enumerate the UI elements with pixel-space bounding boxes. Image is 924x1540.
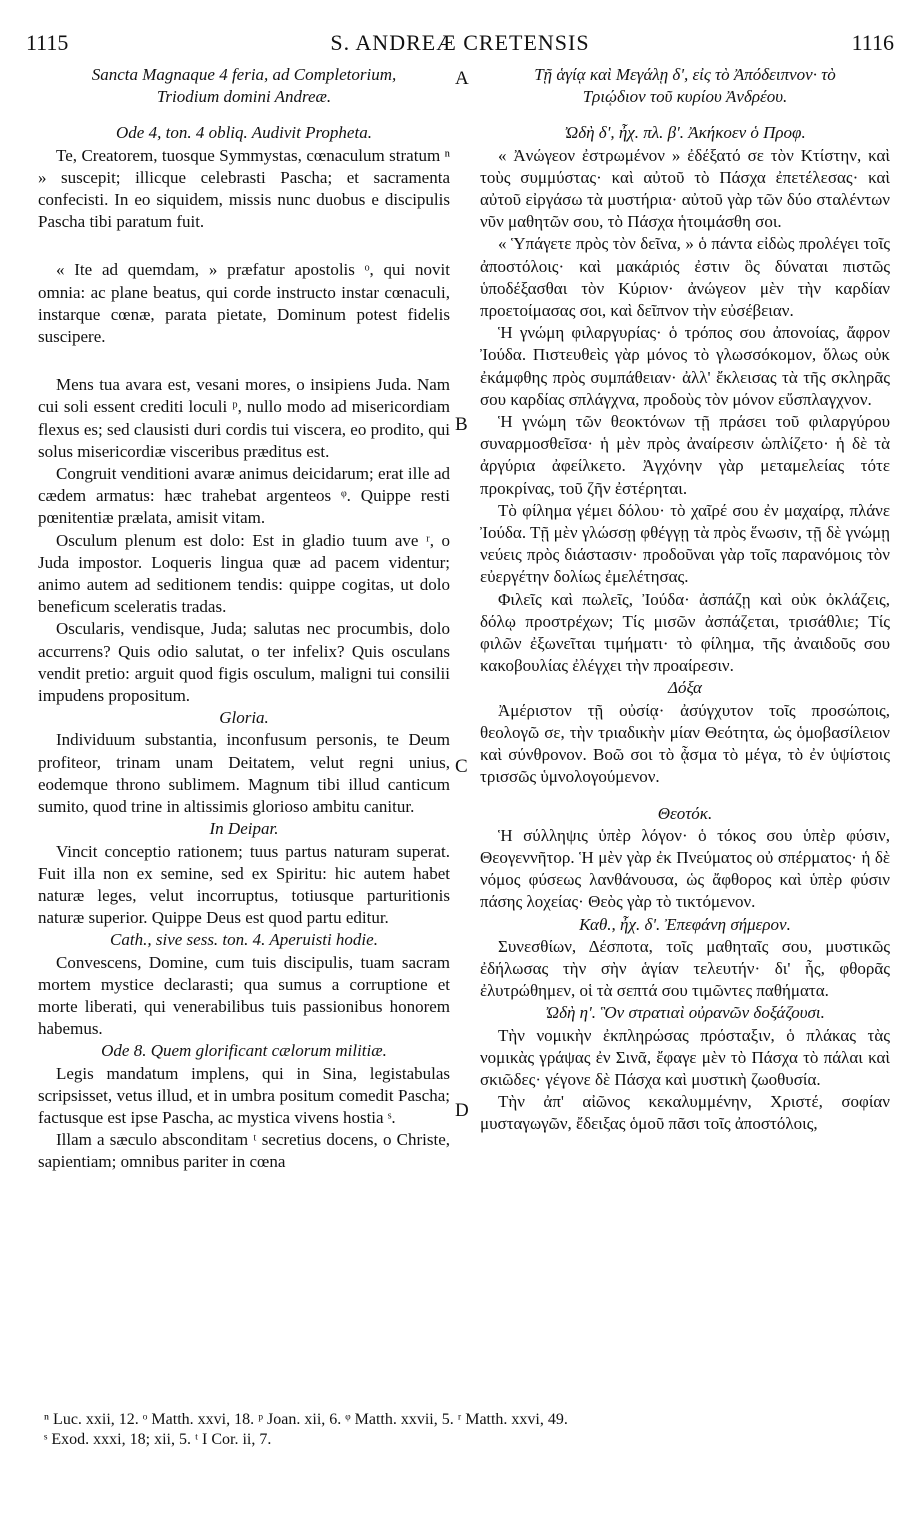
latin-paragraph: Osculum plenum est dolo: Est in gladio tuum ave ʳ, o Juda impostor. Loqueris lingua quæ ad pacem videntur; animo autem ad seditionem tendis: quippe cogitas, ut dolo beneficum sceleratis tradas. xyxy=(38,530,450,617)
footnote-line-2: ˢ Exod. xxxi, 18; xii, 5. ᵗ I Cor. ii, 7. xyxy=(44,1431,272,1448)
latin-paragraph: Congruit venditioni avaræ animus deicidarum; erat ille ad cædem armatus: hæc trahebat argenteos ᵠ. Quippe resti pœnitentiæ prælata, amisit vitam. xyxy=(38,464,450,528)
latin-title-line2: Triodium domini Andreæ. xyxy=(156,87,332,107)
latin-paragraph: Legis mandatum implens, qui in Sina, legistabulas scripsisset, vetus illud, et in umbra positum comedit Pascha; factusque est ipse Pascha, ac mystica vivens hostia ˢ. xyxy=(38,1063,450,1127)
latin-deipar-heading: In Deipar. xyxy=(209,819,279,839)
margin-letter-b: B xyxy=(455,414,468,435)
greek-paragraph: Ἡ σύλληψις ὑπὲρ λόγον· ὁ τόκος σου ὑπὲρ φύσιν, Θεογεννῆτορ. Ἡ μὲν γὰρ ἐκ Πνεύματος οὐ σπέρματος· ἡ δὲ νόμος φύσεως λανθάνουσα, ὡς ἄφθορος καὶ ὑπὲρ φύσιν πάσης λοχείας· Θεὸς γὰρ τὸ τικτόμενον. xyxy=(480,825,890,912)
greek-ode4-heading: Ὠδὴ δ', ἦχ. πλ. β'. Ἀκήκοεν ὁ Προφ. xyxy=(564,123,806,143)
greek-theotokion-heading: Θεοτόκ. xyxy=(657,803,713,823)
greek-paragraph: Ἡ γνώμη φιλαργυρίας· ὁ τρόπος σου ἀπονοίας, ἄφρον Ἰούδα. Πιστευθεὶς γὰρ μόνος τὸ γλωσσόκομον, ὅλως οὐκ ἐκάμφθης πρὸς συμπάθειαν· ἀλλ' ἔκλεισας τὰ τῆς σκληρᾶς σου καρδίας σπλάγχνα, προδοὺς τὸν μόνον εὔσπλαγχνον. xyxy=(480,323,890,409)
latin-paragraph: Illam a sæculo absconditam ᵗ secretius docens, o Christe, sapientiam; omnibus pariter in cœna xyxy=(38,1130,450,1172)
latin-paragraph: Mens tua avara est, vesani mores, o insipiens Juda. Nam cui soli essent crediti loculi ᵖ, nullo modo ad misericordiam flexus es; sed clausisti duri cordis tui viscera, eo prodito, qui solus misericordiæ visceribus præditus est. xyxy=(38,375,450,461)
greek-paragraph: « Ἀνώγεον ἐστρωμένον » ἐδέξατό σε τὸν Κτίστην, καὶ τοὺς συμμύστας· καὶ αὐτοῦ τὸ Πάσχα ἐπετέλεσας· καὶ αὐτοῦ εἰργάσω τὰ μυστήρια· αὐτοῦ γὰρ τῶν δύο σταλέντων νῦν μαθητῶν σου, τὸ Πάσχα ἡτοιμάσθη σοι. xyxy=(480,145,890,232)
greek-column xyxy=(480,64,890,1384)
greek-kathisma-heading: Καθ., ἦχ. δ'. Ἐπεφάνη σήμερον. xyxy=(579,914,791,934)
latin-paragraph: « Ite ad quemdam, » præfatur apostolis ᵒ, qui novit omnia: ac plane beatus, qui corde instructo instar cœnaculi, instarque cœnæ, parata pietate, Dominum potest fidelis suscipere. xyxy=(38,260,450,347)
latin-column xyxy=(38,64,450,1384)
latin-paragraph: Oscularis, vendisque, Juda; salutas nec procumbis, dolo accurrens? Quis odio salutat, o ter infelix? Quis osculans vendit pretio: arguit quod figis osculum, maligni tui consilii impudens propositum. xyxy=(38,619,450,706)
right-page-number: 1116 xyxy=(851,30,894,55)
greek-paragraph: Ἡ γνώμη τῶν θεοκτόνων τῇ πράσει τοῦ φιλαργύρου συναρμοσθεῖσα· ἡ μὲν πρὸς ἀναίρεσιν ὡπλίζετο· ἡ δὲ τὰ ἀργύρια ἀφείλκετο. Ἀγχόνην γὰρ μεταμελείας τότε προκρίνας, τοῦ ζῆν ἐστέρηται. xyxy=(480,412,890,498)
latin-title-line1: Sancta Magnaque 4 feria, ad Completorium, xyxy=(91,65,397,84)
greek-title-line1: Τῇ ἁγίᾳ καὶ Μεγάλῃ δ', εἰς τὸ Ἀπόδειπνον· τὸ xyxy=(534,65,836,84)
greek-ode8-heading: Ὠδὴ η'. Ὃν στρατιαὶ οὐρανῶν δοξάζουσι. xyxy=(545,1003,825,1023)
greek-paragraph: Τὴν νομικὴν ἐκπληρώσας πρόσταξιν, ὁ πλάκας τὰς νομικὰς γράψας ἐν Σινᾶ, ἔφαγε μὲν τὸ Πάσχα τὸ πάλαι καὶ σκιῶδες· γέγονε δὲ Πάσχα καὶ μυστικὴ ζωοθυσία. xyxy=(480,1025,890,1089)
left-page-number: 1115 xyxy=(26,30,69,55)
latin-ode8-heading: Ode 8. Quem glorificant cælorum militiæ. xyxy=(101,1041,387,1061)
margin-letter-c: C xyxy=(455,756,468,777)
latin-paragraph: Convescens, Domine, cum tuis discipulis, tuam sacram mortem mystice declarasti; qua sumus a corruptione et morte liberati, qui venerabilibus tuis passionibus honorem habemus. xyxy=(38,952,450,1039)
margin-letter-a: A xyxy=(455,68,469,89)
latin-paragraph: Individuum substantia, inconfusum personis, te Deum profiteor, trinam unam Deitatem, velut regni unius, eodemque throno sublimem. Magnum tibi illud canticum sumito, quod trine in altissimis glorioso ambitu canitur. xyxy=(38,730,450,817)
greek-paragraph: Τὸ φίλημα γέμει δόλου· τὸ χαῖρέ σου ἐν μαχαίρᾳ, πλάνε Ἰούδα. Τῇ μὲν γλώσσῃ φθέγγῃ τὰ πρὸς ἕνωσιν, τῇ δὲ γνώμῃ νεύεις πρὸς διάστασιν· προδοῦναι γὰρ τοῖς παρανόμοις τὸν εὐεργέτην δολίως ἐμελέτησας. xyxy=(480,500,890,587)
latin-paragraph: Vincit conceptio rationem; tuus partus naturam superat. Fuit illa non ex semine, sed ex Spiritu: hic autem habet naturæ leges, velut incorruptus, totiusque parturitionis naturæ superior. Quippe Deus est quod partu editur. xyxy=(38,841,450,928)
greek-paragraph: Ἀμέριστον τῇ οὐσίᾳ· ἀσύγχυτον τοῖς προσώποις, θεολογῶ σε, τὴν τριαδικὴν μίαν Θεότητα, ὡς ὁμοβασίλειον καὶ σύνθρονον. Βοῶ σοι τὸ ᾆσμα τὸ μέγα, τὸ ἐν ὑψίστοις τρισσῶς ὑμνολογούμενον. xyxy=(480,700,890,787)
margin-letter-d: D xyxy=(455,1100,469,1121)
footnotes xyxy=(44,1410,894,1450)
greek-paragraph: Τὴν ἀπ' αἰῶνος κεκαλυμμένην, Χριστέ, σοφίαν μυσταγωγῶν, ἔδειξας ὁμοῦ πᾶσι τοῖς ἀποστόλοις, xyxy=(480,1092,890,1134)
footnote-line-1: ⁿ Luc. xxii, 12. ᵒ Matth. xxvi, 18. ᵖ Joan. xii, 6. ᵠ Matth. xxvii, 5. ʳ Matth. xxvi, 49. xyxy=(44,1411,568,1428)
greek-paragraph: Φιλεῖς καὶ πωλεῖς, Ἰούδα· ἀσπάζῃ καὶ οὐκ ὀκλάζεις, δόλῳ προστρέχων; Τίς μισῶν ἀσπάζεται, τρισάθλιε; Τίς φιλῶν ἐξωνεῖται τιμήματι· τὸ φίλημα, τῆς ἀναιδοῦς σου κακοβουλίας ἐλέγχει τὴν προαίρεσιν. xyxy=(480,589,890,676)
latin-gloria-heading: Gloria. xyxy=(219,708,269,728)
greek-gloria-heading: Δόξα xyxy=(668,678,702,698)
running-title: S. ANDREÆ CRETENSIS xyxy=(330,30,590,55)
latin-ode4-heading: Ode 4, ton. 4 obliq. Audivit Propheta. xyxy=(116,123,372,143)
latin-paragraph: Te, Creatorem, tuosque Symmystas, cœnaculum stratum ⁿ » suscepit; illicque celebrasti Pascha; et sacramenta confecisti. In eo siquidem, missis nunc duobus e discipulis Pascha tibi paratum fuit. xyxy=(38,145,450,232)
greek-paragraph: Συνεσθίων, Δέσποτα, τοῖς μαθηταῖς σου, μυστικῶς ἐδήλωσας τὴν σὴν ἁγίαν τελευτήν· δι' ἧς, φθορᾶς ἐλυτρώθημεν, οἱ τὰ σεπτά σου τιμῶντες παθήματα. xyxy=(480,936,890,1001)
greek-paragraph: « Ὑπάγετε πρὸς τὸν δεῖνα, » ὁ πάντα εἰδὼς προλέγει τοῖς ἀποστόλοις· καὶ μακάριός ἐστιν ὃς δύναται πιστῶς ὑποδέξασθαι τὸν Κύριον· ἀνώγεον μὲν τὴν καρδίαν προετοίμασας σοι, καὶ δεῖπνον τὴν εὐσέβειαν. xyxy=(480,234,890,321)
latin-cathisma-heading: Cath., sive sess. ton. 4. Aperuisti hodie. xyxy=(110,930,378,950)
page-header xyxy=(26,30,894,62)
greek-title-line2: Τριῴδιον τοῦ κυρίου Ἀνδρέου. xyxy=(582,87,788,107)
